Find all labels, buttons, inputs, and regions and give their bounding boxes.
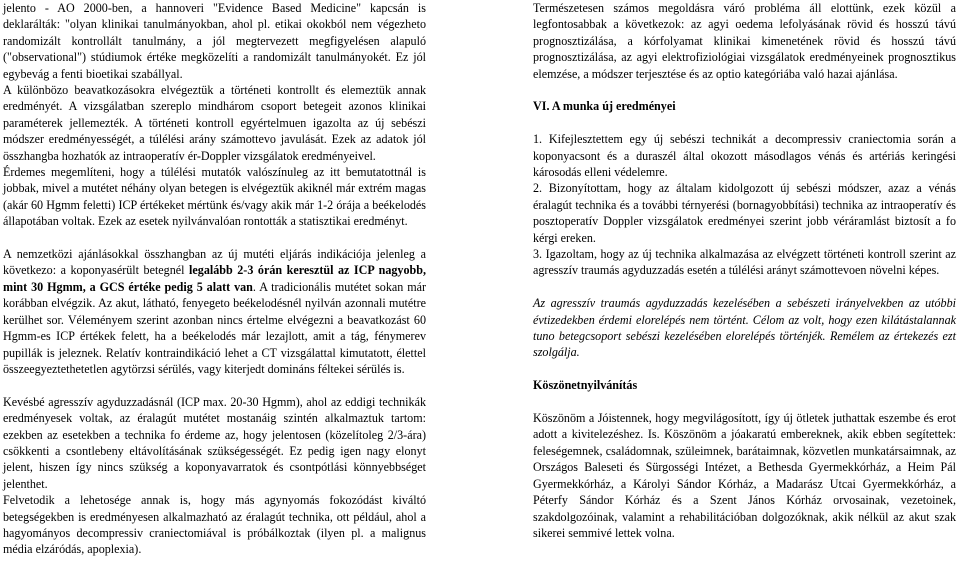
spacer (533, 115, 956, 131)
spacer (533, 394, 956, 410)
paragraph-less-aggressive: Kevésbé agresszív agyduzzadásnál (ICP max. 20-30 Hgmm), ahol az eddigi technikák eredményesek voltak, az éralagút mutétet mostanáig szintén alkalmaztuk tartom: ezekben az esetekben a technika fo érdeme az, hogy jelentosen (közelítoleg 2/3-ára) csökkenti a csontlebeny eltávolításának szükségességét. Ez pedig igen nagy elonyt jelent, hiszen így nincs szükség a koponyavarratok és csontpótlási könnyebbséget jelenthet. (3, 394, 426, 491)
result-item-1: 1. Kifejlesztettem egy új sebészi technikát a decompressiv craniectomia során a koponyacsont és a duraszél által okozott másodlagos vénás és artériás keringési károsodás elleni védelemre. (533, 132, 956, 180)
indication-text-cont: . A tradicionális mutétet sokan már korábban elvégzik. Az akut, látható, fenyegeto beékelodésnél nyilván azonnali mutétre kerülhet sor. Véleményem szerint azonban nincs értelme elvégezni a beavatkozást 60 Hgmm-es ICP értékek felett, ha a beékelodés már lezajlott, amit a tág, fénymerev pupillák is jeleznek. Relatív kontraindikáció lehet a CT vizsgálattal kimutatott, élettel összeegyeztethetetlen agytörzsi sérülés, vagy kiterjedt domináns féltekei sérülés is. (3, 279, 427, 376)
paragraph-historical-control: A különbözo beavatkozásokra elvégeztük a történeti kontrollt és elemeztük annak eredményét. A vizsgálatban szereplo mindhárom csoport betegeit azonos klinikai paraméterek jellemezték. A történeti kontroll egyértelmuen igazolta az új sebészi módszer eredményességét, a túlélési arány számottevo javulását. Ezek az adatok jól összhangba hozhatók az intraoperatív ér-Doppler vizsgálatok eredményeivel. (3, 83, 426, 163)
spacer (3, 377, 426, 393)
paragraph-other-diseases: Felvetodik a lehetosége annak is, hogy más agynyomás fokozódást kiváltó betegségekben is eredményesen alkalmazható az éralagút technika, ott például, ahol a hagyományos decompressiv craniectomiával is próbálkoztak (ilyen pl. a malignus média elzáródás, apoplexia). (3, 493, 426, 557)
section-heading-thanks: Köszönetnyilvánítás (533, 378, 638, 393)
spacer (533, 279, 956, 295)
spacer (533, 361, 956, 377)
left-column (3, 0, 426, 558)
paragraph-acknowledgements: Köszönöm a Jóistennek, hogy megvilágosított, így új ötletek juthattak eszembe és erot adott a kivitelezéshez. Is. Köszönöm a jóakaratú embereknek, akik ebben segítettek: feleségemnek, családomnak, szüleimnek, barátaimnak, közvetlen munkatársaimnak, az Országos Baleseti és Sürgosségi Intézet, a Bethesda Gyermekkórház, a Heim Pál Gyermekkórház, a Károlyi Sándor Kórház, a Madarász Utcai Gyermekkórház, a Péterfy Sándor Kórház és a Szent János Kórház orvosainak, vezetoinek, szakdolgozóinak, valamint a rehabilitációban dolgozóknak, akik nélkül az akut szak sikerei semmivé lettek volna. (533, 411, 956, 540)
paragraph-indication (3, 246, 426, 377)
right-column (533, 0, 956, 541)
paragraph-intro: jelento - AO 2000-ben, a hannoveri "Evidence Based Medicine" kapcsán is deklarálták: "olyan klinikai tanulmányokban, ahol pl. etikai okokból nem végezheto randomizált kontrollált tanulmány, a jól megtervezett megfigyelésen alapuló ("observational") stúdiumok értéke megközelíti a randomizált tanulmányokét. Ez jól egybevág a fenti bioetikai szabállyal. (3, 1, 426, 81)
result-item-2: 2. Bizonyítottam, hogy az általam kidolgozott új sebészi módszer, azaz a vénás éralagút technika és a további térnyerési (bornagyobbítási) technika az intraoperatív és posztoperatív Doppler vizsgálatok eredményei szerint jobb véráramlást biztosít a fo kérgi ereken. (533, 181, 956, 245)
paragraph-conclusion: Az agresszív traumás agyduzzadás kezelésében a sebészeti irányelvekben az utóbbi évtizedekben érdemi elorelépés nem történt. Célom az volt, hogy ezen kilátástalannak tuno betegcsoport sebészi kezelésében elorelépés történjék. Remélem az értekezés ezt szolgálja. (533, 296, 956, 360)
spacer (3, 230, 426, 246)
spacer (533, 82, 956, 98)
paragraph-survival: Érdemes megemlíteni, hogy a túlélési mutatók valószínuleg az itt bemutatottnál is jobbak, mivel a mutétet néhány olyan betegen is elvégeztük akiknél már extrém magas (akár 60 Hgmm feletti) ICP értékeket mértünk és/vagy akik már 1-2 órája a beékelodés állapotában voltak. Ezek az esetek nyilvánvalóan rontották a statisztikai eredményt. (3, 165, 426, 229)
section-heading-results: VI. A munka új eredményei (533, 99, 676, 114)
indication-criteria: legalább 2-3 órán keresztül az ICP nagyobb, mint 30 Hgmm, a GCS értéke pedig 5 alatt van (3, 263, 426, 294)
indication-text: A nemzetközi ajánlásokkal összhangban az új mutéti eljárás indikációja jelenleg a következo: a koponyasérült betegnél (3, 247, 426, 278)
paragraph-future-problems: Természetesen számos megoldásra váró probléma áll elottünk, ezek közül a legfontosabbak a következok: az agyi oedema lefolyásának rövid és hosszú távú prognosztizálása, a kórfolyamat klinikai kimenetének rövid és hosszú távú prognosztizálása, az agyi elektrofiziológiai vizsgálatok eredményeinek prognosztikus elemzése, a módszer terjesztése és az optio kategóriába való hazai ajánlása. (533, 1, 956, 81)
result-item-3: 3. Igazoltam, hogy az új technika alkalmazása az elvégzett történeti kontroll szerint az agresszív traumás agyduzzadás esetén a túlélési arányt számottevoen növelni képes. (533, 247, 956, 278)
